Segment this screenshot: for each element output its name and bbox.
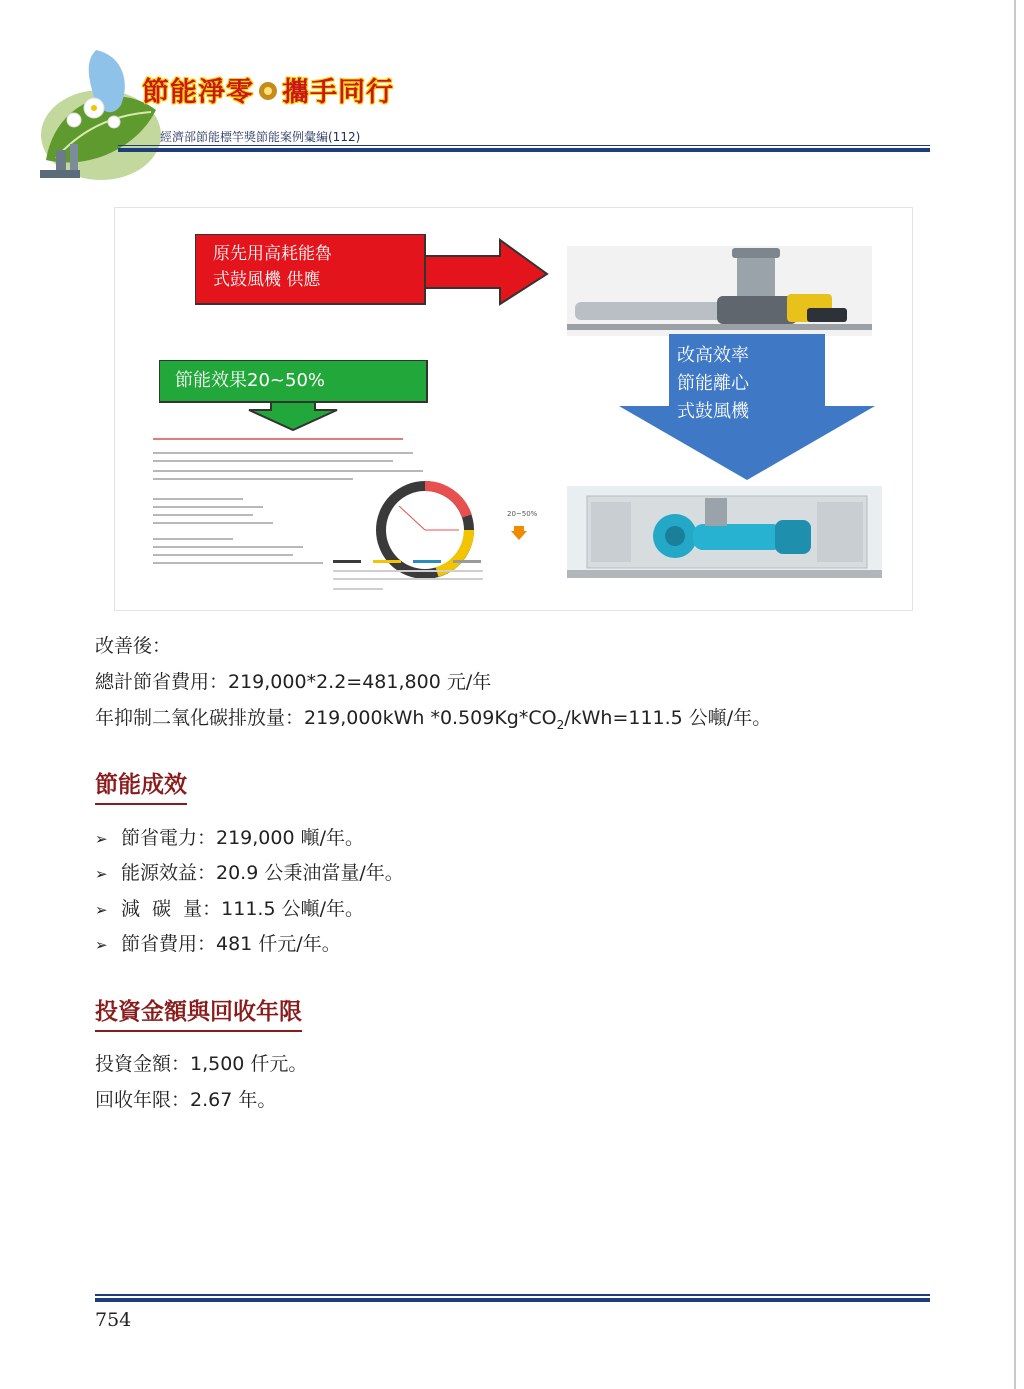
total-saving-text: 總計節省費用：219,000*2.2=481,800 元/年 (95, 671, 492, 693)
brochure-text-line (153, 498, 243, 500)
new-blower-line-1: 改高效率 (677, 345, 749, 366)
co2-text-prefix: 年抑制二氧化碳排放量：219,000kWh *0.509Kg*CO (95, 707, 557, 729)
old-blower-label (213, 241, 332, 293)
blower-comparison-figure (114, 207, 913, 611)
down-arrow-icon (511, 526, 527, 540)
investment-amount-text: 投資金額：1,500 仟元。 (95, 1053, 308, 1075)
new-blower-line-3: 式鼓風機 (677, 401, 749, 422)
brochure-text-line (153, 514, 253, 516)
benefit-item (95, 929, 341, 956)
slogan-right: 攜手同行 (282, 77, 394, 108)
new-blower-label (677, 342, 749, 426)
legend-swatch (453, 560, 481, 563)
legend-swatch (333, 560, 361, 563)
after-improvement-heading: 改善後： (95, 635, 172, 657)
brochure-text-line (153, 554, 293, 556)
arrow-bullet-icon: ➢ (95, 830, 108, 848)
investment-heading: 投資金額與回收年限 (95, 993, 302, 1032)
arrow-bullet-icon: ➢ (95, 865, 108, 883)
page-number: 754 (95, 1309, 132, 1331)
brochure-text-line (153, 562, 323, 564)
brochure-heading-line (153, 438, 403, 440)
publication-subtitle: 經濟部節能標竿獎節能案例彙編(112) (160, 130, 361, 144)
arrow-bullet-icon: ➢ (95, 901, 108, 919)
header-rule (118, 145, 930, 146)
gauge-label: 20~50% (507, 510, 538, 518)
legend-swatch (413, 560, 441, 563)
slogan-left: 節能淨零 (142, 77, 254, 108)
legend-swatch (373, 560, 401, 563)
brochure-text-line (153, 478, 353, 480)
benefit-text: 節省費用：481 仟元/年。 (121, 933, 341, 955)
benefit-item (95, 858, 404, 885)
co2-text-suffix: /kWh=111.5 公噸/年。 (564, 707, 772, 729)
page-edge (1014, 0, 1016, 1389)
benefit-text: 節省電力：219,000 噸/年。 (121, 827, 365, 849)
brochure-text-line (153, 470, 423, 472)
arrow-bullet-icon: ➢ (95, 936, 108, 954)
brochure-text-line (153, 538, 233, 540)
benefit-item (95, 894, 364, 921)
flower-icon (258, 81, 278, 101)
header-rule-thick (118, 148, 930, 152)
footer-rule (95, 1294, 930, 1296)
old-blower-line-1: 原先用高耗能魯 (213, 244, 332, 264)
brochure-text-line (153, 506, 263, 508)
new-blower-line-2: 節能離心 (677, 373, 749, 394)
benefit-item (95, 823, 364, 850)
legend-text-line (333, 570, 483, 572)
brochure-text-line (153, 522, 273, 524)
footer-rule-thick (95, 1298, 930, 1302)
legend-text-line (333, 578, 483, 580)
brochure-text-line (153, 546, 303, 548)
legend-text-line (333, 588, 383, 590)
payback-period-text: 回收年限：2.67 年。 (95, 1089, 277, 1111)
energy-effect-label: 節能效果20~50% (175, 370, 325, 391)
taiwan-leaf-logo (26, 40, 176, 190)
roots-blower-image (567, 246, 872, 336)
old-blower-line-2: 式鼓風機 供應 (213, 270, 321, 290)
co2-subscript: 2 (556, 717, 565, 732)
co2-reduction-text (95, 703, 771, 732)
brochure-text-line (153, 460, 393, 462)
centrifugal-blower-image (567, 486, 882, 578)
benefits-heading: 節能成效 (95, 766, 187, 805)
benefit-text: 能源效益：20.9 公秉油當量/年。 (121, 862, 404, 884)
brochure-text-line (153, 452, 413, 454)
page-header (0, 0, 1024, 200)
savings-gauge (355, 480, 495, 580)
benefit-text: 減 碳 量：111.5 公噸/年。 (121, 898, 364, 920)
